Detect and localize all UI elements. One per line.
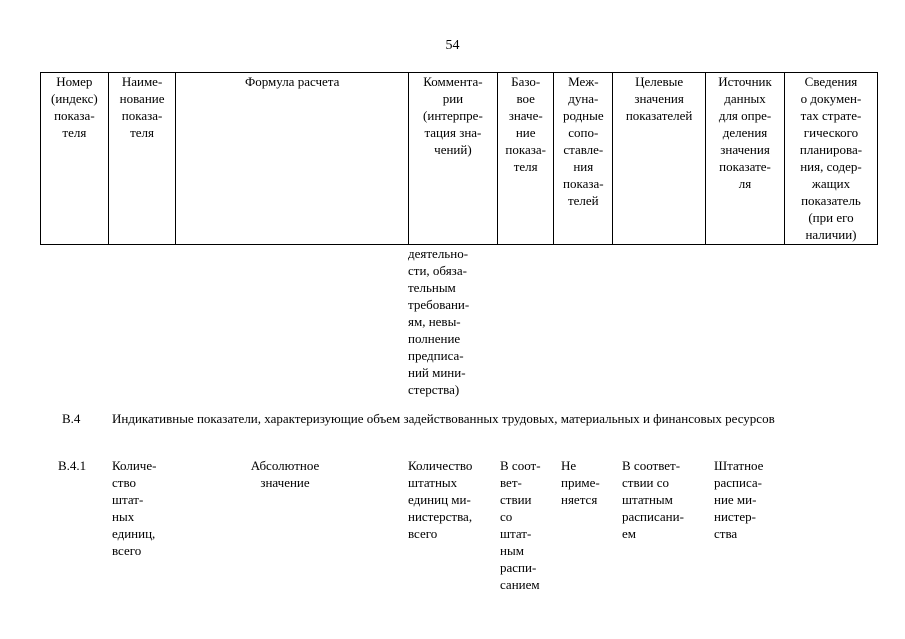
section-code: В.4 [62,411,81,426]
indicator-table-header [40,72,878,245]
row-base-value: В соот- вет- ствии со штат- ным распи- санием [500,458,541,592]
comment-continuation: деятельно- сти, обяза- тельным требовани- ям, невы- полнение предписа- ний мини- стерства) [408,246,470,397]
header-base-value: Базо- вое значе- ние показа- теля [497,73,554,245]
header-international: Меж- дуна- родные сопо- ставле- ния показа- телей [554,73,613,245]
header-data-source: Источник данных для опре- деления значения показате- ля [706,73,785,245]
section-title: Индикативные показатели, характеризующие объем задействованных трудовых, материальных и финансовых ресурсов [112,411,775,426]
header-comment: Коммента- рии (интерпре- тация зна- чений) [408,73,497,245]
header-name: Наиме- нование показа- теля [108,73,176,245]
row-comment: Количество штатных единиц ми- нистерства, всего [408,458,473,541]
row-formula: Абсолютное значение [250,458,320,490]
row-code: В.4.1 [58,458,87,473]
header-number: Номер (индекс) показа- теля [41,73,109,245]
header-target-values: Целевые значения показателей [613,73,706,245]
row-target-values: В соответ- ствии со штатным расписани- ем [622,458,684,541]
header-formula: Формула расчета [176,73,409,245]
row-data-source: Штатное расписа- ние ми- нистер- ства [714,458,764,541]
header-strategic-docs: Сведения о докумен- тах страте- гического планирова- ния, содер- жащих показатель (при его наличии) [784,73,877,245]
row-international: Не приме- няется [561,458,600,507]
page-number: 54 [445,38,460,53]
row-name: Количе- ство штат- ных единиц, всего [112,458,157,558]
